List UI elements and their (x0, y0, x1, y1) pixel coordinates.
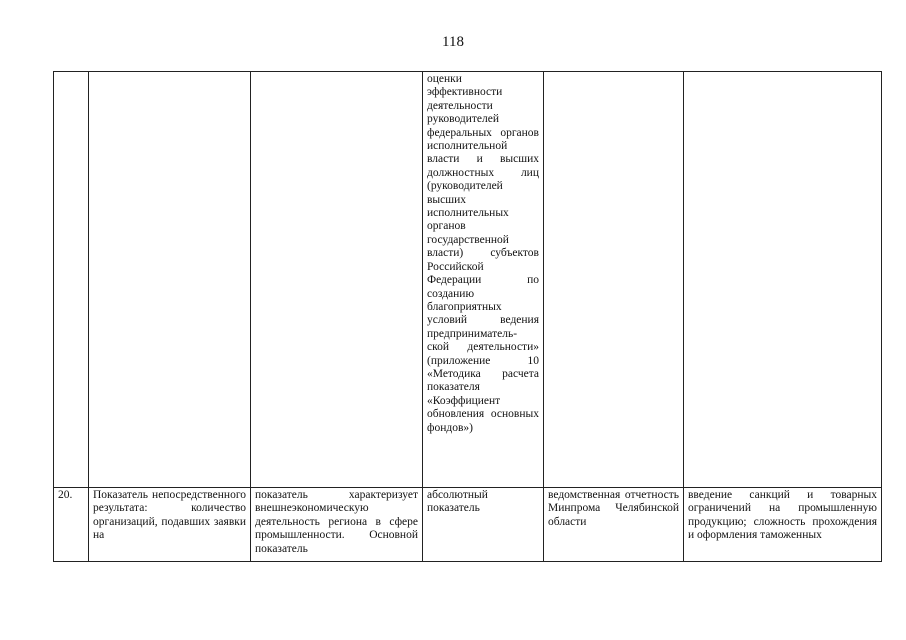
risk-factors-cell: введение санкций и товарных ограничений на промышленную продукцию; сложность прохождения и оформления таможенных (684, 488, 882, 562)
row-number-cell (54, 72, 89, 488)
data-source-cell: ведомственная отчетность Минпрома Челябинской области (544, 488, 684, 562)
data-source-cell (544, 72, 684, 488)
row-number-cell: 20. (54, 488, 89, 562)
calculation-method-cell: абсолютный показатель (423, 488, 544, 562)
table-row (54, 72, 882, 488)
calculation-method-cell: оценки эффективности деятельности руководителей федеральных органов исполнительной власти и высших должностных лиц (руководителей высших исполнительных органов государственной власти) субъектов Российской Федерации по созданию благоприятных условий ведения предприниматель-ской деятельности» (приложение 10 «Методика расчета показателя «Коэффициент обновления основных фондов») (423, 72, 544, 488)
page-number: 118 (442, 34, 464, 50)
table-row (54, 488, 882, 562)
document-table (53, 71, 882, 562)
indicator-name-cell (89, 72, 251, 488)
indicator-description-cell: показатель характеризует внешнеэкономическую деятельность региона в сфере промышленности. Основной показатель (251, 488, 423, 562)
risk-factors-cell (684, 72, 882, 488)
indicator-name-cell: Показатель непосредственного результата: количество организаций, подавших заявки на (89, 488, 251, 562)
indicator-description-cell (251, 72, 423, 488)
